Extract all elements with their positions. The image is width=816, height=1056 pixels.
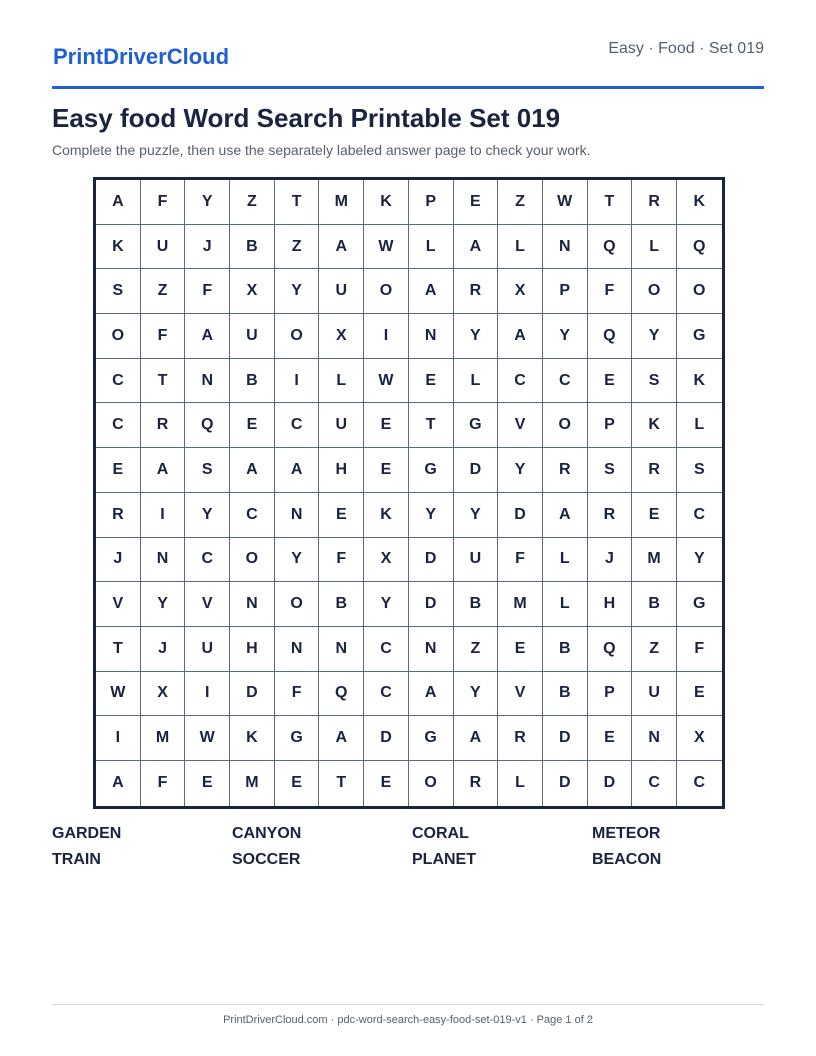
grid-cell: W [364, 359, 409, 404]
brand-logo: PrintDriverCloud [53, 44, 230, 69]
grid-cell: B [543, 672, 588, 717]
word-list-item: CORAL [412, 825, 469, 842]
grid-cell: Y [677, 538, 722, 583]
grid-cell: O [543, 403, 588, 448]
grid-cell: D [588, 761, 633, 806]
grid-cell: A [319, 716, 364, 761]
grid-cell: C [677, 493, 722, 538]
grid-cell: J [141, 627, 186, 672]
grid-cell: M [141, 716, 186, 761]
grid-cell: E [632, 493, 677, 538]
grid-cell: L [498, 761, 543, 806]
grid-cell: F [588, 269, 633, 314]
grid-cell: C [498, 359, 543, 404]
grid-cell: K [96, 225, 141, 270]
grid-cell: Q [319, 672, 364, 717]
grid-cell: C [543, 359, 588, 404]
grid-cell: C [230, 493, 275, 538]
grid-cell: O [364, 269, 409, 314]
grid-cell: L [319, 359, 364, 404]
grid-cell: L [543, 582, 588, 627]
grid-cell: P [409, 180, 454, 225]
grid-cell: I [185, 672, 230, 717]
grid-cell: C [96, 359, 141, 404]
grid-cell: E [364, 448, 409, 493]
grid-cell: H [230, 627, 275, 672]
grid-cell: R [454, 761, 499, 806]
word-list-item: TRAIN [52, 851, 101, 868]
grid-cell: V [185, 582, 230, 627]
grid-cell: E [409, 359, 454, 404]
grid-cell: N [141, 538, 186, 583]
grid-cell: O [677, 269, 722, 314]
grid-cell: E [364, 403, 409, 448]
grid-cell: H [319, 448, 364, 493]
grid-cell: T [96, 627, 141, 672]
grid-cell: Q [588, 225, 633, 270]
grid-cell: X [364, 538, 409, 583]
grid-cell: P [588, 403, 633, 448]
grid-cell: U [632, 672, 677, 717]
grid-cell: Y [632, 314, 677, 359]
grid-cell: M [230, 761, 275, 806]
grid-cell: E [230, 403, 275, 448]
grid-cell: E [588, 359, 633, 404]
grid-cell: X [498, 269, 543, 314]
grid-cell: Y [185, 180, 230, 225]
grid-cell: G [275, 716, 320, 761]
grid-cell: A [454, 716, 499, 761]
grid-cell: A [96, 180, 141, 225]
grid-cell: J [96, 538, 141, 583]
grid-cell: E [319, 493, 364, 538]
grid-cell: W [364, 225, 409, 270]
grid-cell: Y [141, 582, 186, 627]
grid-cell: U [319, 269, 364, 314]
grid-cell: X [230, 269, 275, 314]
grid-cell: Y [409, 493, 454, 538]
grid-cell: C [364, 672, 409, 717]
grid-cell: F [319, 538, 364, 583]
grid-cell: Y [498, 448, 543, 493]
grid-cell: Q [677, 225, 722, 270]
grid-cell: B [543, 627, 588, 672]
grid-cell: R [588, 493, 633, 538]
grid-cell: I [141, 493, 186, 538]
grid-cell: Z [230, 180, 275, 225]
page-header [52, 36, 764, 89]
grid-cell: U [454, 538, 499, 583]
grid-cell: F [141, 761, 186, 806]
grid-cell: K [632, 403, 677, 448]
grid-cell: B [230, 225, 275, 270]
grid-cell: G [409, 448, 454, 493]
grid-cell: Y [185, 493, 230, 538]
footer-divider [52, 1004, 764, 1005]
grid-cell: A [141, 448, 186, 493]
grid-cell: W [96, 672, 141, 717]
grid-cell: L [632, 225, 677, 270]
grid-cell: C [632, 761, 677, 806]
grid-cell: A [275, 448, 320, 493]
grid-cell: W [185, 716, 230, 761]
grid-cell: A [543, 493, 588, 538]
grid-cell: Q [588, 627, 633, 672]
grid-cell: F [141, 180, 186, 225]
grid-cell: D [409, 582, 454, 627]
grid-cell: N [230, 582, 275, 627]
grid-cell: Z [141, 269, 186, 314]
grid-cell: Y [454, 314, 499, 359]
grid-cell: I [96, 716, 141, 761]
grid-cell: A [454, 225, 499, 270]
grid-cell: Q [588, 314, 633, 359]
grid-cell: R [632, 180, 677, 225]
grid-cell: I [364, 314, 409, 359]
grid-cell: E [275, 761, 320, 806]
grid-cell: K [364, 493, 409, 538]
grid-cell: D [454, 448, 499, 493]
grid-cell: B [230, 359, 275, 404]
grid-cell: G [677, 314, 722, 359]
grid-cell: Y [275, 538, 320, 583]
grid-cell: Q [185, 403, 230, 448]
grid-cell: R [632, 448, 677, 493]
grid-cell: S [96, 269, 141, 314]
grid-cell: F [141, 314, 186, 359]
grid-cell: W [543, 180, 588, 225]
grid-cell: L [498, 225, 543, 270]
grid-cell: K [677, 180, 722, 225]
grid-cell: L [454, 359, 499, 404]
grid-cell: N [543, 225, 588, 270]
grid-cell: G [677, 582, 722, 627]
grid-cell: D [230, 672, 275, 717]
grid-cell: F [185, 269, 230, 314]
grid-cell: Y [275, 269, 320, 314]
grid-cell: N [275, 627, 320, 672]
grid-cell: X [677, 716, 722, 761]
grid-cell: N [632, 716, 677, 761]
word-list-item: GARDEN [52, 825, 122, 842]
grid-cell: J [588, 538, 633, 583]
grid-cell: S [677, 448, 722, 493]
grid-cell: A [319, 225, 364, 270]
page-subtitle: Complete the puzzle, then use the separately labeled answer page to check your work. [52, 142, 591, 158]
grid-cell: X [319, 314, 364, 359]
grid-cell: Y [454, 672, 499, 717]
grid-cell: F [677, 627, 722, 672]
grid-cell: C [275, 403, 320, 448]
grid-cell: K [677, 359, 722, 404]
grid-cell: E [677, 672, 722, 717]
grid-cell: N [409, 314, 454, 359]
grid-cell: G [409, 716, 454, 761]
grid-cell: O [275, 582, 320, 627]
grid-cell: D [409, 538, 454, 583]
grid-cell: T [141, 359, 186, 404]
grid-cell: E [96, 448, 141, 493]
grid-cell: E [185, 761, 230, 806]
grid-cell: O [96, 314, 141, 359]
grid-cell: N [319, 627, 364, 672]
grid-cell: D [543, 716, 588, 761]
grid-cell: T [319, 761, 364, 806]
grid-cell: U [185, 627, 230, 672]
grid-cell: D [543, 761, 588, 806]
grid-cell: O [275, 314, 320, 359]
word-list-item: BEACON [592, 851, 662, 868]
grid-cell: J [185, 225, 230, 270]
grid-cell: Z [275, 225, 320, 270]
grid-cell: A [185, 314, 230, 359]
grid-cell: P [543, 269, 588, 314]
grid-cell: U [230, 314, 275, 359]
word-list-item: SOCCER [232, 851, 301, 868]
grid-cell: S [588, 448, 633, 493]
page-title: Easy food Word Search Printable Set 019 [52, 103, 561, 133]
grid-cell: P [588, 672, 633, 717]
grid-cell: A [230, 448, 275, 493]
grid-cell: U [141, 225, 186, 270]
grid-cell: B [319, 582, 364, 627]
grid-cell: Y [364, 582, 409, 627]
word-list-item: PLANET [412, 851, 476, 868]
grid-cell: A [498, 314, 543, 359]
grid-cell: D [498, 493, 543, 538]
grid-cell: O [409, 761, 454, 806]
puzzle-meta: Easy · Food · Set 019 [608, 40, 764, 57]
grid-cell: A [409, 269, 454, 314]
grid-cell: G [454, 403, 499, 448]
page-footer: PrintDriverCloud.com · pdc-word-search-easy-food-set-019-v1 · Page 1 of 2 [223, 1014, 593, 1026]
grid-cell: T [409, 403, 454, 448]
grid-cell: T [275, 180, 320, 225]
grid-cell: M [319, 180, 364, 225]
grid-cell: K [364, 180, 409, 225]
grid-cell: M [498, 582, 543, 627]
grid-cell: X [141, 672, 186, 717]
grid-cell: E [454, 180, 499, 225]
grid-cell: O [230, 538, 275, 583]
grid-cell: F [275, 672, 320, 717]
grid-cell: S [185, 448, 230, 493]
grid-cell: U [319, 403, 364, 448]
grid-cell: R [141, 403, 186, 448]
grid-cell: L [543, 538, 588, 583]
grid-cell: Y [543, 314, 588, 359]
grid-cell: M [632, 538, 677, 583]
grid-cell: V [498, 403, 543, 448]
grid-cell: F [498, 538, 543, 583]
grid-cell: D [364, 716, 409, 761]
grid-cell: E [364, 761, 409, 806]
grid-cell: A [409, 672, 454, 717]
grid-cell: L [677, 403, 722, 448]
grid-cell: O [632, 269, 677, 314]
grid-cell: Z [454, 627, 499, 672]
grid-cell: E [498, 627, 543, 672]
grid-cell: A [96, 761, 141, 806]
word-search-grid [93, 177, 725, 809]
grid-cell: S [632, 359, 677, 404]
grid-cell: C [96, 403, 141, 448]
grid-cell: R [543, 448, 588, 493]
grid-cell: B [454, 582, 499, 627]
grid-cell: C [185, 538, 230, 583]
grid-cell: H [588, 582, 633, 627]
grid-cell: C [693, 774, 706, 792]
grid-cell: C [364, 627, 409, 672]
grid-cell: K [230, 716, 275, 761]
grid-cell: T [588, 180, 633, 225]
word-list-item: METEOR [592, 825, 661, 842]
grid-cell: V [96, 582, 141, 627]
grid-cell: R [454, 269, 499, 314]
grid-cell: N [409, 627, 454, 672]
grid-cell: R [498, 716, 543, 761]
word-list-item: CANYON [232, 825, 302, 842]
grid-cell: Y [454, 493, 499, 538]
grid-cell: R [96, 493, 141, 538]
grid-cell: N [185, 359, 230, 404]
grid-cell: B [632, 582, 677, 627]
grid-cell: Z [632, 627, 677, 672]
grid-cell: Z [498, 180, 543, 225]
word-list [52, 825, 772, 869]
grid-cell: N [275, 493, 320, 538]
grid-cell: V [498, 672, 543, 717]
grid-cell: L [409, 225, 454, 270]
grid-cell: I [275, 359, 320, 404]
grid-cell: E [588, 716, 633, 761]
